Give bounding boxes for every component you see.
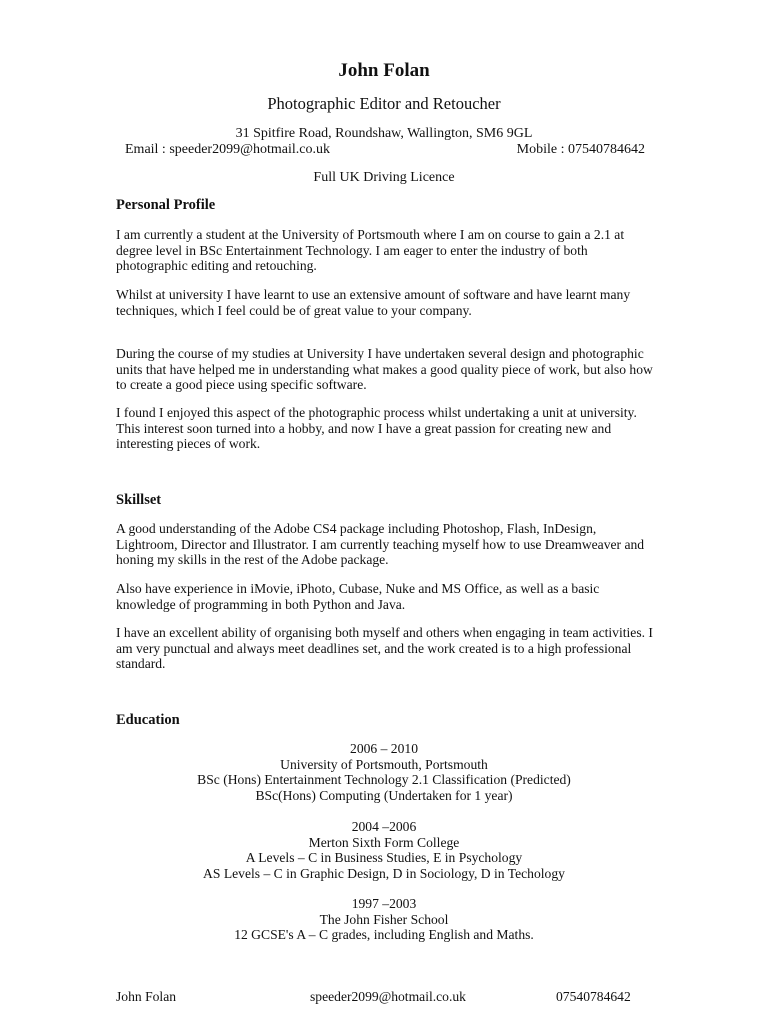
profile-heading: Personal Profile xyxy=(116,197,216,213)
footer-name: John Folan xyxy=(116,989,177,1004)
driving-licence: Full UK Driving Licence xyxy=(313,170,455,185)
profile-paragraph xyxy=(116,405,656,452)
education-dates: 1997 –2003 xyxy=(351,896,417,911)
education-detail: A Levels – C in Business Studies, E in Psychology xyxy=(245,850,523,866)
profile-text-1: I am currently a student at the University of Portsmouth where I am on course to gain a 2.1 at degree level in BSc Entertainment Technology. I am eager to enter the industry of both photographic editing and retouching. xyxy=(116,227,625,274)
skillset-paragraph xyxy=(116,521,656,568)
cv-job-title: Photographic Editor and Retoucher xyxy=(267,94,501,113)
skillset-text-3: I have an excellent ability of organising both myself and others when engaging in team activities. I am very punctual and always meet deadlines set, and the work created is to a high professional standard. xyxy=(116,625,653,672)
education-entry xyxy=(0,819,768,881)
education-entry xyxy=(0,741,768,803)
education-detail: AS Levels – C in Graphic Design, D in Sociology, D in Techology xyxy=(203,865,565,881)
education-entry xyxy=(0,896,768,943)
education-heading: Education xyxy=(116,712,180,728)
section-heading-education xyxy=(116,712,656,729)
education-detail: BSc(Hons) Computing (Undertaken for 1 year) xyxy=(255,787,513,803)
profile-paragraph xyxy=(116,227,656,274)
education-institution: The John Fisher School xyxy=(319,911,449,927)
cv-address: 31 Spitfire Road, Roundshaw, Wallington, SM6 9GL xyxy=(235,126,533,141)
contact-email: Email : speeder2099@hotmail.co.uk xyxy=(125,142,330,157)
education-dates: 2004 –2006 xyxy=(351,819,417,834)
section-heading-skillset xyxy=(116,492,656,509)
skillset-heading: Skillset xyxy=(116,492,162,508)
education-dates: 2006 – 2010 xyxy=(350,741,418,756)
skillset-paragraph xyxy=(116,625,656,672)
education-institution: Merton Sixth Form College xyxy=(308,834,460,850)
profile-text-3: During the course of my studies at University I have undertaken several design and photographic units that have helped me in understanding what makes a good quality piece of work, but also how to create a good piece using specific software. xyxy=(116,346,653,393)
section-heading-profile xyxy=(116,197,656,214)
profile-text-4: I found I enjoyed this aspect of the photographic process whilst undertaking a unit at university. This interest soon turned into a hobby, and now I have a great passion for creating new and interesting pieces of work. xyxy=(116,405,637,452)
contact-line xyxy=(125,142,645,158)
education-detail: BSc (Hons) Entertainment Technology 2.1 Classification (Predicted) xyxy=(197,772,571,788)
footer-phone: 07540784642 xyxy=(556,989,631,1004)
footer-email: speeder2099@hotmail.co.uk xyxy=(310,989,466,1004)
profile-paragraph xyxy=(116,346,656,393)
profile-text-2: Whilst at university I have learnt to use an extensive amount of software and have learnt many techniques, which I feel could be of great value to your company. xyxy=(116,287,631,318)
profile-paragraph xyxy=(116,287,656,318)
education-institution: University of Portsmouth, Portsmouth xyxy=(280,756,488,772)
cv-name: John Folan xyxy=(338,60,430,81)
skillset-text-1: A good understanding of the Adobe CS4 package including Photoshop, Flash, InDesign, Lightroom, Director and Illustrator. I am currently teaching myself how to use Dreamweaver and honing my skills in the rest of the Adobe package. xyxy=(116,521,645,568)
education-detail: 12 GCSE's A – C grades, including English and Maths. xyxy=(234,927,534,943)
skillset-text-2: Also have experience in iMovie, iPhoto, Cubase, Nuke and MS Office, as well as a basic knowledge of programming in both Python and Java. xyxy=(116,581,600,612)
skillset-paragraph xyxy=(116,581,656,612)
contact-mobile: Mobile : 07540784642 xyxy=(516,142,645,157)
